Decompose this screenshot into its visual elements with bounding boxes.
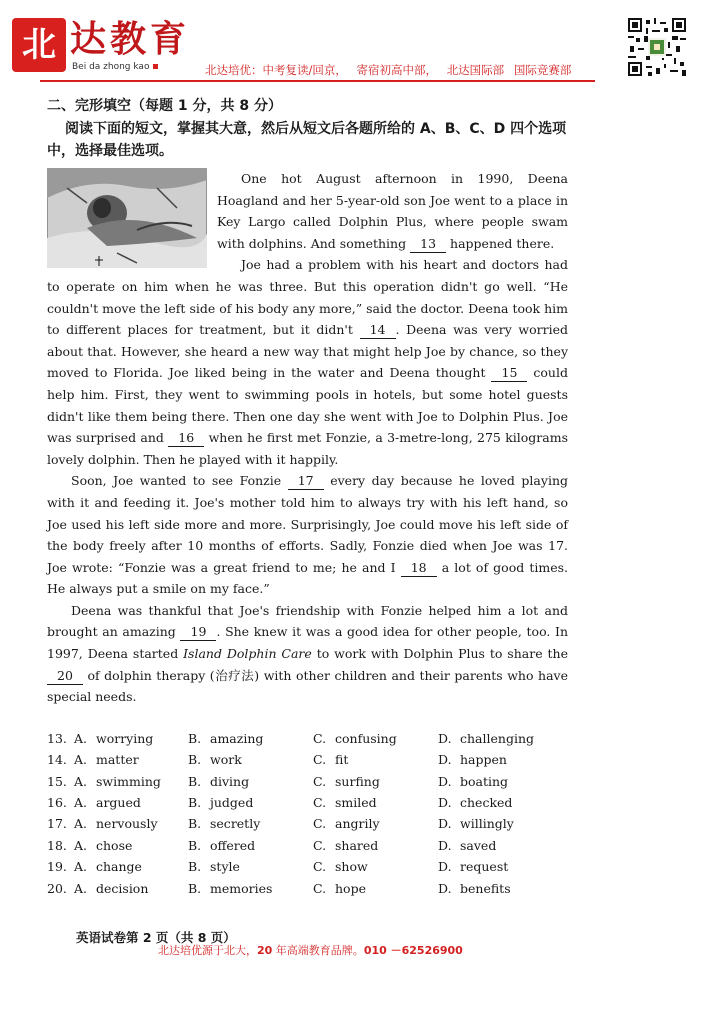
option-text: offered [210,837,256,853]
dolphin-photo [47,168,207,268]
question-number: 20. [47,880,67,896]
option-letter: A. [74,773,88,789]
question-number: 18. [47,837,67,853]
option-d [438,749,563,770]
option-text: secretly [210,816,261,832]
blank-18: 18 [401,560,437,577]
section-instruction: 阅读下面的短文，掌握其大意，然后从短文后各题所给的 A、B、C、D 四个选项中，选择最佳选项。 [47,121,567,159]
option-letter: A. [74,730,88,746]
option-text: worrying [96,730,154,746]
option-text: swimming [96,773,161,789]
option-text: benefits [460,880,511,896]
question-row [47,835,568,856]
question-number: 14. [47,752,67,768]
question-number: 15. [47,773,67,789]
option-letter: A. [74,859,88,875]
option-letter: D. [438,859,452,875]
brand-logo-subtitle: Bei da zhong kao [72,62,158,72]
passage-paragraph-1: One hot August afternoon in 1990, Deena Hoagland and her 5-year-old son Joe went to a place in Key Largo called Dolphin Plus, where people swam with dolphins. And something 13 happened there. [217,171,568,251]
option-letter: C. [313,880,327,896]
option-text: show [335,859,368,875]
option-letter: C. [313,837,327,853]
option-letter: B. [188,752,202,768]
option-text: checked [460,795,513,811]
brand-logo-text: 达教育 [70,19,191,60]
option-letter: B. [188,837,202,853]
option-d [438,792,563,813]
option-c [313,856,438,877]
slogan-part: 国际竞赛部 [513,63,572,77]
option-letter: D. [438,773,452,789]
option-letter: D. [438,880,452,896]
question-row [47,771,568,792]
slogan-part: 北达国际部 [446,63,505,77]
option-text: shared [335,837,379,853]
option-text: saved [460,837,497,853]
question-row [47,878,568,899]
option-c [313,749,438,770]
option-d [438,856,563,877]
option-a [74,856,188,877]
question-number: 16. [47,795,67,811]
section-title: 二、完形填空（每题 1 分，共 8 分） [47,98,282,114]
question-number: 19. [47,859,67,875]
question-options [47,728,568,899]
question-row [47,749,568,770]
blank-19: 19 [180,624,216,641]
option-letter: C. [313,730,327,746]
option-text: work [210,752,242,768]
passage-paragraph-4: Deena was thankful that Joe's friendship with Fonzie helped him a lot and brought an amazing 19 . She knew it was a good idea for other people, too. In 1997, Deena started Island Dolphin Care to work with Dolphin Plus to share the 20 of dolphin therapy (治疗法) with other children and their parents who have special needs. [47,602,568,705]
option-letter: C. [313,773,327,789]
option-c [313,813,438,834]
option-c [313,878,438,899]
option-text: confusing [335,730,397,746]
option-letter: B. [188,880,202,896]
option-b [188,792,313,813]
slogan-part: 北达培优：中考复读/回京， [205,63,347,77]
option-a [74,749,188,770]
option-text: happen [460,752,507,768]
option-d [438,878,563,899]
option-text: chose [96,837,133,853]
passage [47,168,568,708]
option-letter: D. [438,730,452,746]
option-text: nervously [96,816,158,832]
option-c [313,792,438,813]
option-c [313,835,438,856]
option-letter: C. [313,816,327,832]
option-letter: D. [438,795,452,811]
option-b [188,856,313,877]
option-letter: B. [188,773,202,789]
option-text: argued [96,795,141,811]
option-c [313,771,438,792]
option-letter: A. [74,816,88,832]
option-d [438,771,563,792]
option-letter: B. [188,859,202,875]
passage-paragraph-3: Soon, Joe wanted to see Fonzie 17 every day because he loved playing with it and feeding it. Joe's mother told him to always try with his left hand, so Joe used his left side more and more. Surprisingly, Joe could move his left side of the body freely after 10 months of efforts. Sadly, Fonzie died when Joe was 17. Joe wrote: “Fonzie was a great friend to me; he and I 18 a lot of good times. He always put a smile on my face.” [47,473,568,597]
question-row [47,856,568,877]
option-letter: A. [74,880,88,896]
option-text: matter [96,752,139,768]
blank-13: 13 [410,236,446,253]
option-letter: C. [313,859,327,875]
option-text: hope [335,880,366,896]
header-divider [40,80,595,82]
option-text: request [460,859,509,875]
option-letter: A. [74,752,88,768]
blank-16: 16 [168,430,204,447]
option-letter: C. [313,795,327,811]
option-letter: C. [313,752,327,768]
blank-20: 20 [47,668,83,685]
option-d [438,835,563,856]
question-row [47,728,568,749]
option-text: judged [210,795,254,811]
blank-17: 17 [288,473,324,490]
option-d [438,813,563,834]
slogan-part: 寄宿初高中部， [356,63,438,77]
option-letter: B. [188,730,202,746]
option-letter: B. [188,816,202,832]
option-a [74,813,188,834]
option-text: style [210,859,240,875]
option-letter: A. [74,837,88,853]
option-a [74,771,188,792]
passage-paragraph-2: Joe had a problem with his heart and doctors had to operate on him when he was three. But this operation didn't go well. “He couldn't move the left side of his body any more,” said the doctor. Deena took him to different places for treatment, but it didn't 14 . Deena was very worried about that. However, she heard a new way that might help Joe by chance, so they moved to Florida. Joe liked being in the water and Deena thought 15 could help him. First, they went to swimming pools in hotels, but some hotel guests didn't like them being there. Then one day she went with Joe to Dolphin Plus. Joe was surprised and 16 when he first met Fonzie, a 3-metre-long, 275 kilograms lovely dolphin. Then he played with it happily. [47,257,568,467]
option-text: amazing [210,730,264,746]
option-letter: D. [438,816,452,832]
option-a [74,728,188,749]
qr-code-icon [628,18,686,76]
option-b [188,835,313,856]
option-text: diving [210,773,250,789]
option-text: change [96,859,142,875]
header-slogan [205,62,577,78]
option-text: smiled [335,795,377,811]
question-row [47,792,568,813]
option-letter: A. [74,795,88,811]
option-c [313,728,438,749]
option-text: willingly [460,816,514,832]
option-letter: D. [438,837,452,853]
exam-content [47,94,568,899]
option-d [438,728,563,749]
option-b [188,878,313,899]
blank-14: 14 [360,322,396,339]
question-number: 17. [47,816,67,832]
option-b [188,728,313,749]
blank-15: 15 [491,365,527,382]
option-a [74,878,188,899]
option-text: memories [210,880,273,896]
option-b [188,813,313,834]
page-header [0,0,709,95]
option-text: decision [96,880,149,896]
page-number: 英语试卷第 2 页（共 8 页） [76,930,236,945]
option-text: fit [335,752,349,768]
option-text: challenging [460,730,534,746]
option-letter: B. [188,795,202,811]
option-b [188,749,313,770]
option-text: boating [460,773,509,789]
question-row [47,813,568,834]
option-letter: D. [438,752,452,768]
option-text: angrily [335,816,380,832]
option-text: surfing [335,773,380,789]
brand-logo-mark: 北 [12,18,66,72]
option-a [74,835,188,856]
question-number: 13. [47,730,67,746]
option-b [188,771,313,792]
footer-brand: 北达培优源于北大，20 年高端教育品牌。010 －62526900 [158,944,463,957]
option-a [74,792,188,813]
